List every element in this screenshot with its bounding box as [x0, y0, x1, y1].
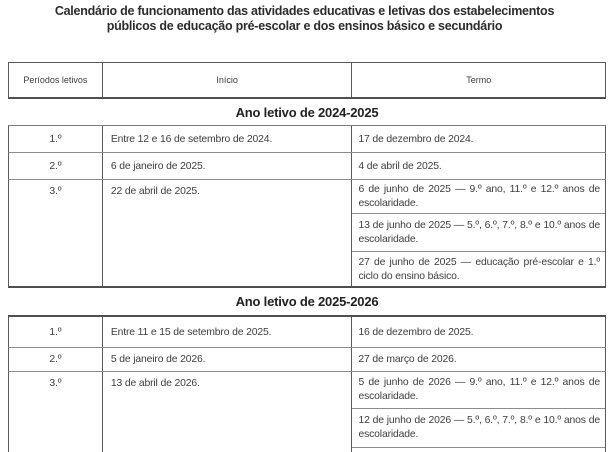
periodo-cell: 3.º	[9, 372, 103, 452]
periodo-cell: 2.º	[9, 153, 103, 179]
termo-cell	[352, 372, 605, 452]
section-title-2024-2025: Ano letivo de 2024-2025	[8, 99, 606, 126]
col-header-periodos-letivos: Períodos letivos	[9, 63, 103, 97]
table-row	[8, 348, 606, 372]
termo-subcell: 12 de junho de 2026 — 5.º, 6.º, 7.º, 8.º e 10.º anos de escolaridade.	[352, 408, 605, 447]
document-title	[0, 4, 609, 34]
inicio-cell: 22 de abril de 2025.	[103, 180, 353, 286]
table-row	[8, 317, 606, 348]
inicio-cell: 13 de abril de 2026.	[103, 372, 353, 452]
termo-subcell: 6 de junho de 2025 — 9.º ano, 11.º e 12.º anos de escolaridade.	[358, 183, 600, 209]
termo-cell: 17 de dezembro de 2024.	[358, 133, 474, 145]
termo-subcell: 27 de junho de 2025 — educação pré-escolar e 1.º ciclo do ensino básico.	[352, 251, 605, 286]
termo-subcell: 13 de junho de 2025 — 5.º, 6.º, 7.º, 8.º e 10.º anos de escolaridade.	[352, 213, 605, 251]
table-row	[8, 153, 606, 180]
termo-subcell-cutoff	[352, 447, 605, 452]
col-header-termo: Termo	[466, 75, 492, 85]
table-header-row	[8, 63, 606, 99]
section-title-2025-2026: Ano letivo de 2025-2026	[8, 288, 606, 317]
col-header-inicio: Início	[103, 63, 353, 97]
table-row	[8, 372, 606, 452]
termo-cell: 4 de abril de 2025.	[358, 160, 442, 172]
periodo-cell: 1.º	[9, 126, 103, 152]
termo-cell: 27 de março de 2026.	[358, 354, 457, 365]
periodo-cell: 2.º	[9, 348, 103, 371]
inicio-cell: 6 de janeiro de 2025.	[103, 153, 353, 179]
termo-cell: 16 de dezembro de 2025.	[358, 326, 474, 338]
periodo-cell: 3.º	[9, 180, 103, 286]
inicio-cell: 5 de janeiro de 2026.	[103, 348, 353, 371]
document-title-line2: públicos de educação pré-escolar e dos ensinos básico e secundário	[106, 19, 503, 33]
termo-cell	[352, 180, 605, 286]
table-row	[8, 126, 606, 153]
periodo-cell: 1.º	[9, 317, 103, 347]
document-title-line1: Calendário de funcionamento das atividades educativas e letivas dos estabelecimentos	[54, 4, 555, 18]
inicio-cell: Entre 12 e 16 de setembro de 2024.	[103, 126, 353, 152]
table-row	[8, 180, 606, 288]
inicio-cell: Entre 11 e 15 de setembro de 2025.	[103, 317, 353, 347]
termo-subcell: 5 de junho de 2026 — 9.º ano, 11.º e 12.º anos de escolaridade.	[358, 377, 600, 402]
calendar-table	[8, 62, 606, 452]
